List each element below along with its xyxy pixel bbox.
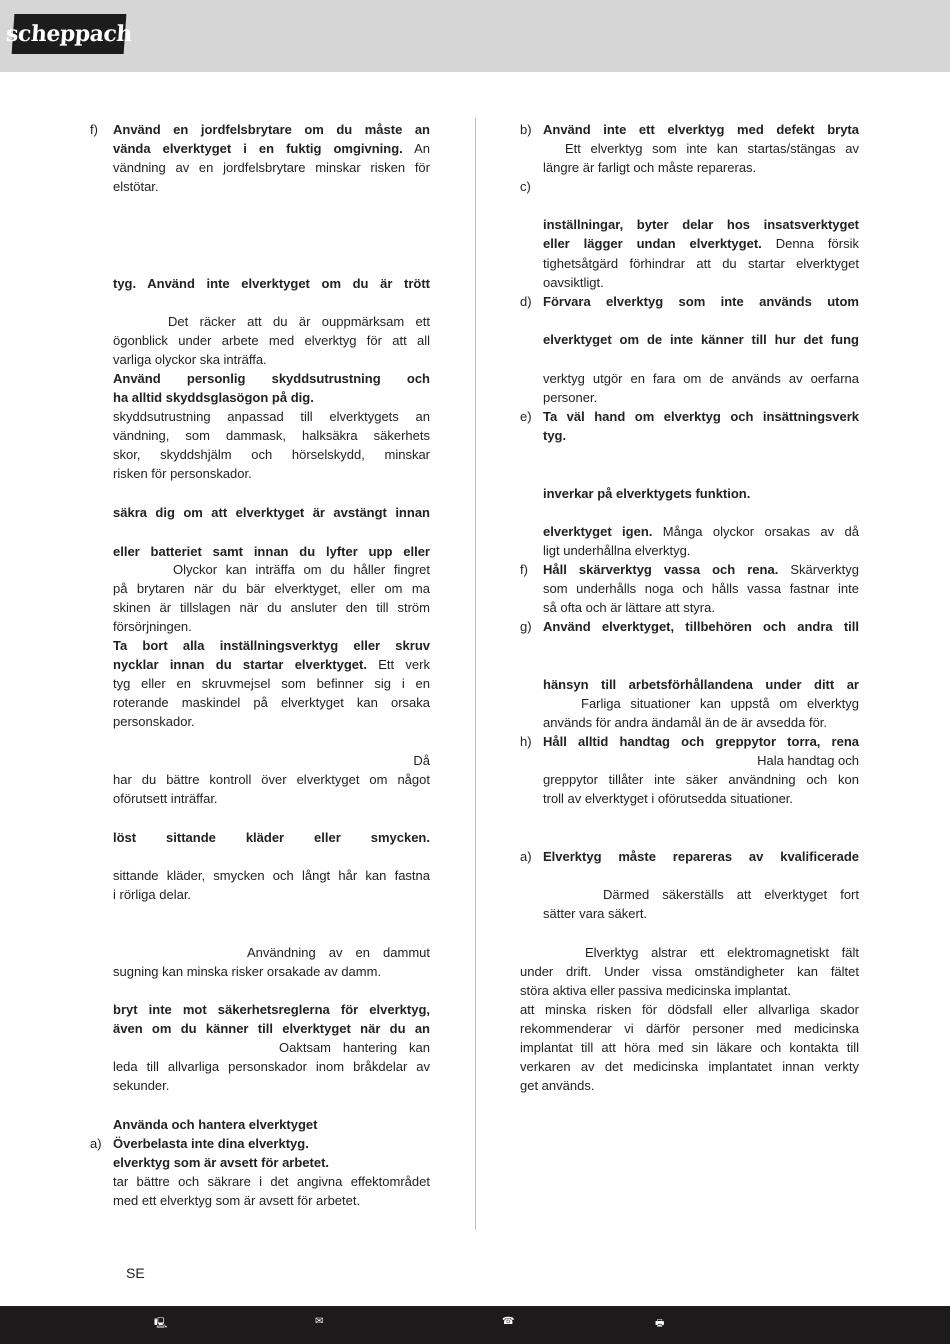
text-line — [565, 140, 859, 157]
body-text: Då — [413, 753, 430, 768]
body-text: sekunder. — [113, 1078, 170, 1093]
bold-text: tyg. Använd inte elverktyget om du är trött — [113, 276, 430, 291]
body-text: Denna försik — [761, 236, 859, 251]
bold-text: Använd personlig skyddsutrustning och — [113, 371, 430, 386]
text-line — [543, 542, 859, 559]
body-text: Olyckor kan inträffa om du håller fingret — [173, 562, 430, 577]
body-text: sätter vara säkert. — [543, 906, 648, 921]
text-line — [113, 637, 430, 654]
body-text: Användning av en dammut — [247, 945, 430, 960]
text-line — [113, 963, 430, 980]
text-line — [113, 675, 430, 692]
body-text: Ett elverktyg som inte kan startas/stängas av — [565, 141, 859, 156]
text-line — [543, 790, 859, 807]
bold-text: Håll skärverktyg vassa och rena. — [543, 562, 779, 577]
bold-text: säkra dig om att elverktyget är avstängt innan — [113, 505, 430, 520]
text-line — [543, 848, 859, 865]
text-line — [113, 389, 430, 406]
text-line — [543, 408, 859, 425]
body-text: sittande kläder, smycken och långt hår kan fastna — [113, 868, 430, 883]
column-divider — [475, 118, 476, 1230]
bold-text: löst sittande kläder eller smycken. — [113, 830, 430, 845]
text-line — [520, 963, 859, 980]
item-label: f) — [90, 122, 98, 137]
text-line — [520, 1001, 859, 1018]
body-text: tar bättre och säkrare i det angivna effektområdet — [113, 1174, 430, 1189]
brand-name: scheppach — [5, 21, 133, 47]
text-line — [520, 1058, 859, 1075]
text-line — [543, 121, 859, 138]
text-line — [113, 1116, 430, 1133]
text-line — [603, 886, 859, 903]
text-line — [113, 599, 430, 616]
text-line — [113, 829, 430, 846]
text-line — [113, 618, 430, 635]
text-line — [113, 351, 430, 368]
text-line — [113, 332, 430, 349]
text-line — [113, 1058, 430, 1075]
text-line — [543, 389, 859, 406]
body-text: personskador. — [113, 714, 195, 729]
phone-icon: ☎ — [502, 1316, 515, 1327]
body-text: skor, skyddshjälm och hörselskydd, minskar — [113, 447, 430, 462]
text-line — [520, 982, 859, 999]
text-line — [113, 504, 430, 521]
body-text: störa aktiva eller passiva medicinska implantat. — [520, 983, 791, 998]
bold-text: inverkar på elverktygets funktion. — [543, 486, 751, 501]
text-line — [113, 543, 430, 560]
body-text: skyddsutrustning anpassad till elverktygets an — [113, 409, 430, 424]
body-text: implantat till att höra med sin läkare och kontakta till — [520, 1040, 859, 1055]
text-line — [113, 1077, 430, 1094]
bold-text: bryt inte mot säkerhetsreglerna för elverktyg, — [113, 1002, 430, 1017]
body-text: rekommenderar vi därför personer med medicinska — [520, 1021, 859, 1036]
item-label: g) — [520, 619, 532, 634]
text-line — [520, 1039, 859, 1056]
text-line — [113, 446, 430, 463]
item-label: a) — [520, 849, 532, 864]
body-text: längre är farligt och måste repareras. — [543, 160, 757, 175]
text-line — [543, 733, 859, 750]
text-line — [113, 1173, 430, 1190]
bold-text: eller batteriet samt innan du lyfter upp eller — [113, 544, 430, 559]
item-label: f) — [520, 562, 528, 577]
body-text: An — [402, 141, 430, 156]
text-line — [543, 599, 859, 616]
body-text: ögonblick under arbete med elverktyg för att all — [113, 333, 430, 348]
text-line — [543, 274, 859, 291]
bold-text: vända elverktyget i en fuktig omgivning. — [113, 141, 403, 156]
body-text: Skärverktyg — [778, 562, 859, 577]
body-text: skinen är tillslagen när du ansluter den till ström — [113, 600, 430, 615]
body-text: get används. — [520, 1078, 595, 1093]
text-line — [113, 140, 430, 157]
body-text: vändning av en jordfelsbrytare minskar risken för — [113, 160, 430, 175]
body-text: verktyg utgör en fara om de används av oerfarna — [543, 371, 859, 386]
bold-text: nycklar innan du startar elverktyget. — [113, 657, 367, 672]
item-label: c) — [520, 179, 531, 194]
text-line — [113, 159, 430, 176]
bold-text: Använd inte ett elverktyg med defekt bryta — [543, 122, 859, 137]
text-line — [113, 867, 430, 884]
mail-icon: ✉ — [315, 1316, 324, 1327]
bold-text: hänsyn till arbetsförhållandena under ditt ar — [543, 677, 859, 692]
bold-text: Ta väl hand om elverktyg och insättningsverk — [543, 409, 859, 424]
text-line — [113, 656, 430, 673]
page-footer — [0, 1306, 950, 1344]
text-line — [113, 275, 430, 292]
item-label: a) — [90, 1136, 102, 1151]
text-line — [520, 1020, 859, 1037]
body-text: Hala handtag och — [757, 753, 859, 768]
bold-text: inställningar, byter delar hos insatsverktyget — [543, 217, 859, 232]
text-line — [543, 331, 859, 348]
text-line — [543, 752, 859, 769]
bold-text: elverktyget om de inte känner till hur det fung — [543, 332, 859, 347]
text-line — [113, 370, 430, 387]
text-line — [543, 370, 859, 387]
body-text: Det räcker att du är ouppmärksam ett — [168, 314, 430, 329]
text-line — [113, 752, 430, 769]
text-line — [113, 1020, 430, 1037]
bold-text: även om du känner till elverktyget när du an — [113, 1021, 430, 1036]
bold-text: Ta bort alla inställningsverktyg eller skruv — [113, 638, 430, 653]
bold-text: ha alltid skyddsglasögon på dig. — [113, 390, 314, 405]
text-line — [543, 905, 859, 922]
text-line — [113, 580, 430, 597]
body-text: att minska risken för dödsfall eller allvarliga skador — [520, 1002, 859, 1017]
bold-text: tyg. — [543, 428, 567, 443]
body-text: elstötar. — [113, 179, 159, 194]
bold-text: elverktyget igen. — [543, 524, 653, 539]
body-text: så ofta och är lättare att styra. — [543, 600, 715, 615]
body-text: Oaktsam hantering kan — [279, 1040, 430, 1055]
text-line — [520, 1077, 859, 1094]
text-line — [543, 427, 859, 444]
body-text: leda till allvarliga personskador inom bråkdelar av — [113, 1059, 430, 1074]
bold-text: Använda och hantera elverktyget — [113, 1117, 318, 1132]
bold-text: elverktyg som är avsett för arbetet. — [113, 1155, 330, 1170]
text-line — [113, 771, 430, 788]
text-line — [113, 408, 430, 425]
text-line — [247, 944, 430, 961]
text-line — [113, 1154, 430, 1171]
body-text: som underhålls noga och hålls vassa fastnar inte — [543, 581, 859, 596]
text-line — [543, 561, 859, 578]
text-line — [279, 1039, 430, 1056]
text-line — [543, 485, 859, 502]
bold-text: Överbelasta inte dina elverktyg. — [113, 1136, 309, 1151]
body-text: i rörliga delar. — [113, 887, 192, 902]
body-text: troll av elverktyget i oförutsedda situationer. — [543, 791, 794, 806]
computer-icon: 🖳 — [154, 1318, 168, 1329]
body-text: roterande maskindel på elverktyget kan orsaka — [113, 695, 430, 710]
body-text: ligt underhållna elverktyg. — [543, 543, 691, 558]
text-line — [543, 216, 859, 233]
body-text: sugning kan minska risker orsakade av damm. — [113, 964, 382, 979]
brand-logo — [5, 14, 133, 54]
text-line — [581, 695, 859, 712]
text-line — [113, 694, 430, 711]
text-line — [113, 713, 430, 730]
item-label: b) — [520, 122, 532, 137]
body-text: har du bättre kontroll över elverktyget om något — [113, 772, 430, 787]
text-line — [168, 313, 430, 330]
text-line — [543, 714, 859, 731]
text-line — [543, 618, 859, 635]
body-text: under drift. Under vissa omständigheter kan fältet — [520, 964, 859, 979]
body-text: personer. — [543, 390, 598, 405]
bold-text: Elverktyg måste repareras av kvalificerade — [543, 849, 859, 864]
text-line — [173, 561, 430, 578]
text-line — [543, 293, 859, 310]
body-text: Elverktyg alstrar ett elektromagnetiskt fält — [585, 945, 859, 960]
body-text: varliga olyckor ska inträffa. — [113, 352, 267, 367]
body-text: risken för personskador. — [113, 466, 252, 481]
bold-text: Håll alltid handtag och greppytor torra, rena — [543, 734, 859, 749]
item-label: h) — [520, 734, 532, 749]
body-text: oförutsett inträffar. — [113, 791, 218, 806]
page-header — [0, 0, 950, 72]
text-line — [585, 944, 859, 961]
body-text: greppytor tillåter inte säker användning och kon — [543, 772, 859, 787]
bold-text: Använd en jordfelsbrytare om du måste an — [113, 122, 430, 137]
text-line — [543, 580, 859, 597]
item-label: e) — [520, 409, 532, 424]
body-text: Därmed säkerställs att elverktyget fort — [603, 887, 859, 902]
text-line — [543, 159, 859, 176]
fax-icon: 🖶 — [655, 1318, 665, 1329]
text-line — [543, 771, 859, 788]
bold-text: eller lägger undan elverktyget. — [543, 236, 762, 251]
text-line — [113, 886, 430, 903]
language-code: SE — [126, 1265, 145, 1281]
body-text: oavsiktligt. — [543, 275, 604, 290]
text-line — [113, 790, 430, 807]
text-line — [113, 1135, 430, 1152]
text-line — [543, 255, 859, 272]
body-text: Många olyckor orsakas av då — [652, 524, 859, 539]
text-line — [543, 523, 859, 540]
body-text: försörjningen. — [113, 619, 192, 634]
body-text: med ett elverktyg som är avsett för arbetet. — [113, 1193, 361, 1208]
body-text: vändning, som dammask, halksäkra säkerhets — [113, 428, 430, 443]
body-text: Ett verk — [366, 657, 430, 672]
bold-text: Förvara elverktyg som inte används utom — [543, 294, 859, 309]
body-text: tighetsåtgärd förhindrar att du startar elverktyget — [543, 256, 859, 271]
body-text: verkaren av det medicinska implantatet innan verkty — [520, 1059, 859, 1074]
text-line — [543, 235, 859, 252]
body-text: på brytaren när du bär elverktyget, eller om ma — [113, 581, 430, 596]
text-line — [113, 1001, 430, 1018]
text-line — [113, 465, 430, 482]
body-text: används för andra ändamål än de är avsedda för. — [543, 715, 828, 730]
item-label: d) — [520, 294, 532, 309]
bold-text: Använd elverktyget, tillbehören och andra till — [543, 619, 859, 634]
text-line — [113, 427, 430, 444]
text-line — [543, 676, 859, 693]
text-line — [113, 1192, 430, 1209]
text-line — [113, 121, 430, 138]
body-text: Farliga situationer kan uppstå om elverktyg — [581, 696, 859, 711]
text-line — [113, 178, 430, 195]
body-text: tyg eller en skruvmejsel som befinner sig i en — [113, 676, 430, 691]
